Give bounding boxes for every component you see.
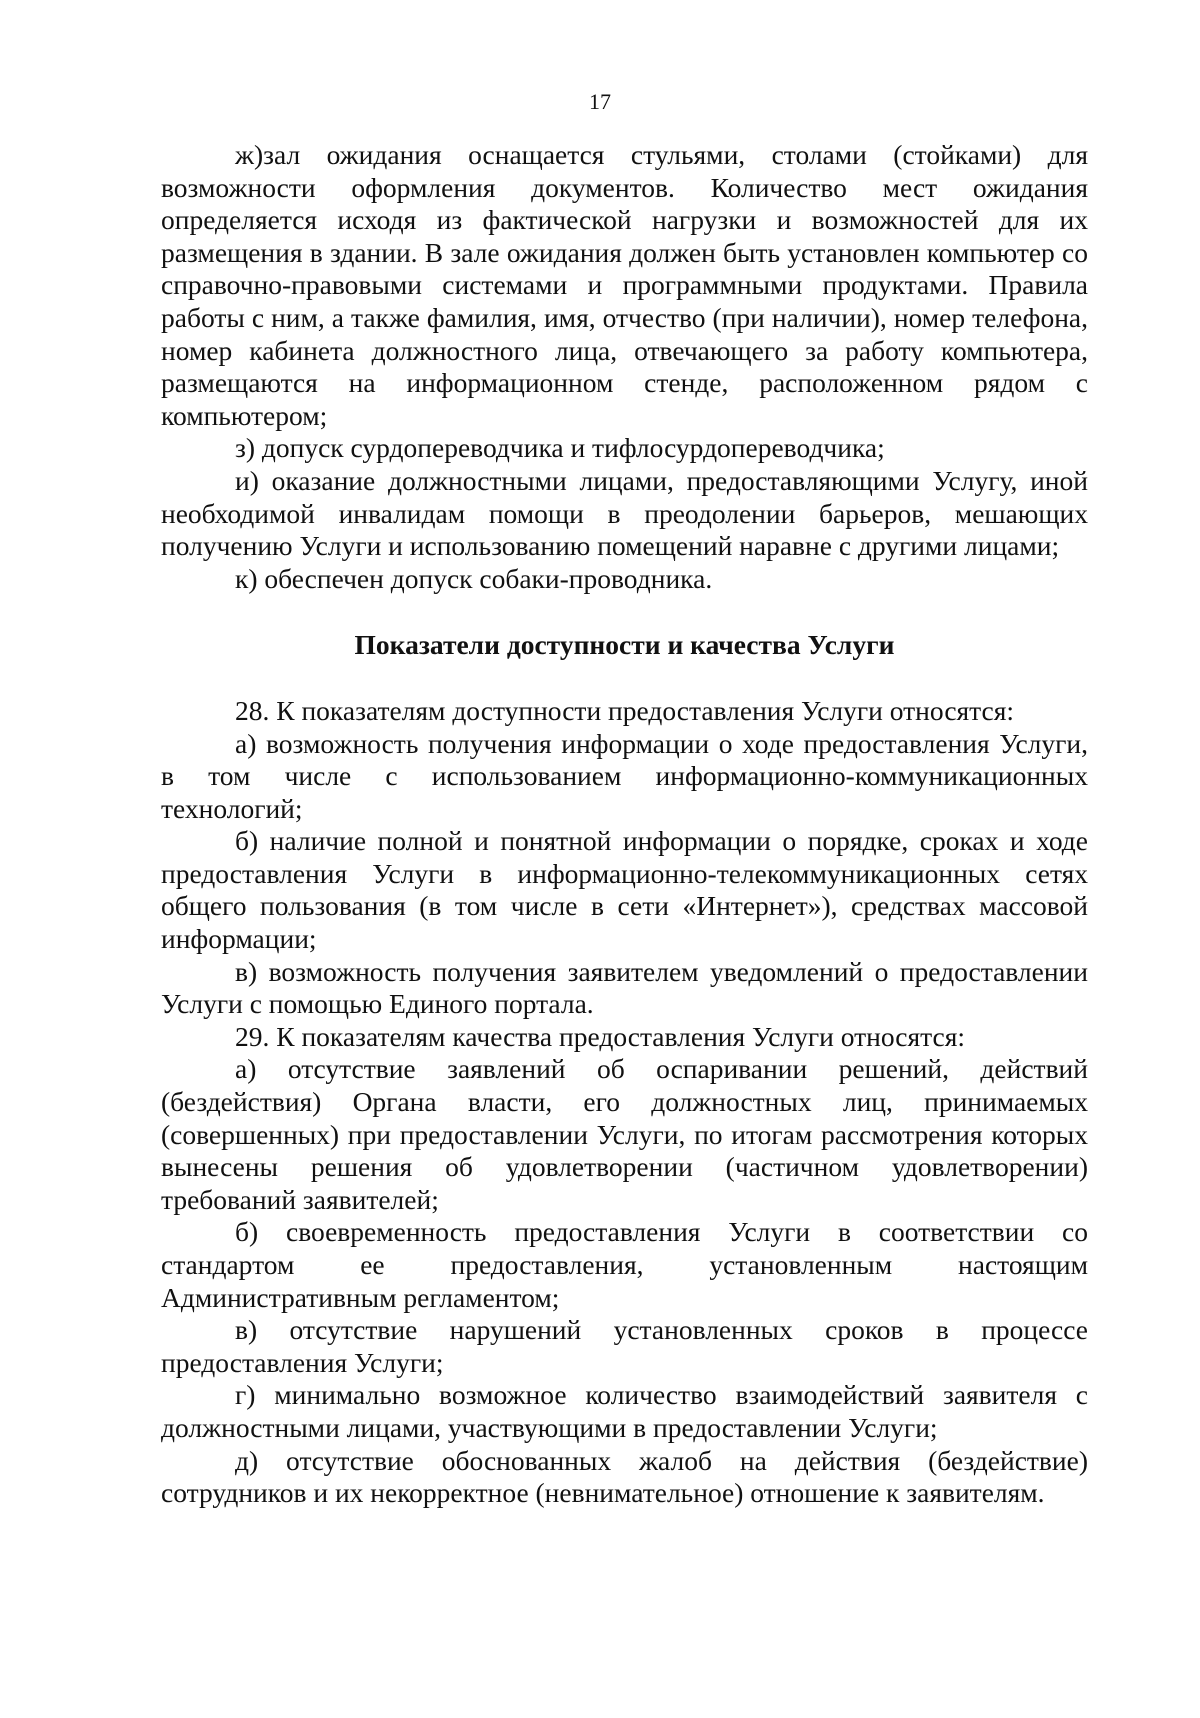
paragraph-28-intro: 28. К показателям доступности предоставления Услуги относятся:	[235, 694, 1015, 726]
document-body	[161, 139, 1088, 1510]
paragraph-waiting-hall: ж)зал ожидания оснащается стульями, столами (стойками) для возможности оформления документов. Количество мест ожидания определяется исходя из фактической нагрузки и возможностей для их размещения в здании. В зале ожидания должен быть установлен компьютер со справочно-правовыми системами и программными продуктами. Правила работы с ним, а также фамилия, имя, отчество (при наличии), номер телефона, номер кабинета должностного лица, отвечающего за работу компьютера, размещаются на информационном стенде, расположенном рядом с компьютером;	[161, 139, 1088, 431]
paragraph-29-intro: 29. К показателям качества предоставления Услуги относятся:	[235, 1020, 965, 1052]
page-number: 17	[589, 89, 611, 114]
paragraph-29-a: а) отсутствие заявлений об оспаривании решений, действий (бездействия) Органа власти, его должностных лиц, принимаемых (совершенных) при предоставлении Услуги, по итогам рассмотрения которых вынесены решения об удовлетворении (частичном удовлетворении) требований заявителей;	[161, 1053, 1088, 1215]
paragraph-28-b: б) наличие полной и понятной информации о порядке, сроках и ходе предоставления Услуги в информационно-телекоммуникационных сетях общего пользования (в том числе в сети «Интернет»), средствах массовой информации;	[161, 825, 1088, 955]
paragraph-28-v: в) возможность получения заявителем уведомлений о предоставлении Услуги с помощью Единого портала.	[161, 955, 1088, 1020]
paragraph-29-d: д) отсутствие обоснованных жалоб на действия (бездействие) сотрудников и их некорректное (невнимательное) отношение к заявителям.	[161, 1444, 1088, 1509]
section-heading: Показатели доступности и качества Услуги	[354, 629, 895, 661]
paragraph-assistance: и) оказание должностными лицами, предоставляющими Услугу, иной необходимой инвалидам помощи в преодолении барьеров, мешающих получению Услуги и использованию помещений наравне с другими лицами;	[161, 464, 1088, 562]
paragraph-sign-interpreter: з) допуск сурдопереводчика и тифлосурдопереводчика;	[235, 432, 885, 464]
paragraph-29-v: в) отсутствие нарушений установленных сроков в процессе предоставления Услуги;	[161, 1314, 1088, 1378]
paragraph-guide-dog: к) обеспечен допуск собаки-проводника.	[235, 562, 713, 594]
paragraph-29-g: г) минимально возможное количество взаимодействий заявителя с должностными лицами, участвующими в предоставлении Услуги;	[161, 1379, 1088, 1443]
paragraph-29-b: б) своевременность предоставления Услуги в соответствии со стандартом ее предоставления, установленным настоящим Административным регламентом;	[161, 1216, 1088, 1313]
paragraph-28-a: а) возможность получения информации о ходе предоставления Услуги, в том числе с использованием информационно-коммуникационных технологий;	[161, 727, 1088, 824]
